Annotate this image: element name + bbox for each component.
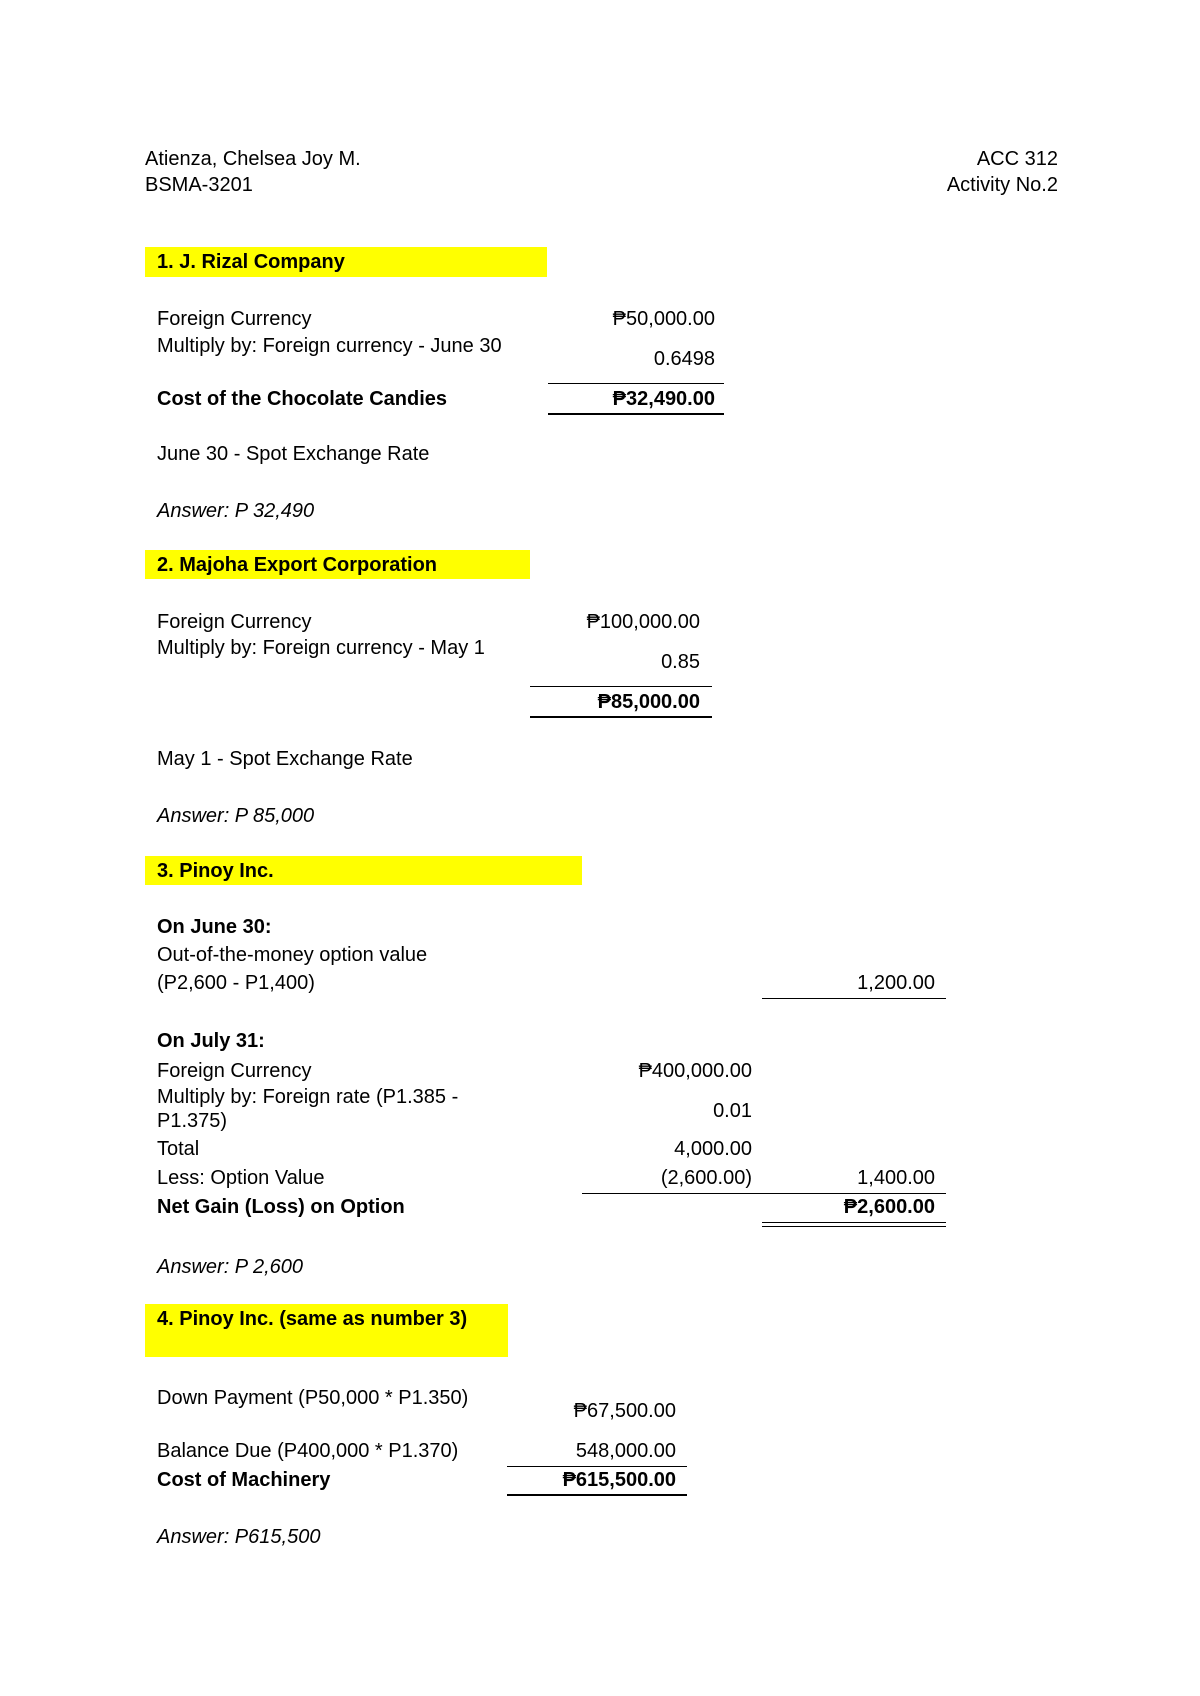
q4-balance-label: Balance Due (P400,000 * P1.370) — [157, 1440, 459, 1462]
q3-total-label: Total — [157, 1138, 200, 1160]
q1-cost-label: Cost of the Chocolate Candies — [157, 388, 448, 410]
q1-total-rule — [548, 413, 724, 415]
q4-cost-label: Cost of Machinery — [157, 1469, 331, 1491]
q2-foreign-currency-value: ₱100,000.00 — [586, 611, 700, 633]
q3-june-line1: Out-of-the-money option value — [157, 944, 428, 966]
q2-subtotal-rule — [530, 686, 712, 687]
q1-multiply-value: 0.6498 — [653, 348, 715, 370]
q4-balance-value: 548,000.00 — [575, 1440, 676, 1462]
q1-cost-value: ₱32,490.00 — [612, 388, 715, 410]
q4-cost-value: ₱615,500.00 — [562, 1469, 676, 1491]
q1-note: June 30 - Spot Exchange Rate — [157, 443, 430, 465]
q4-title: 4. Pinoy Inc. (same as number 3) — [157, 1308, 468, 1330]
q3-subtotal-rule — [582, 1193, 946, 1194]
q1-foreign-currency-label: Foreign Currency — [157, 308, 312, 330]
q3-net-value: ₱2,600.00 — [843, 1196, 935, 1218]
q3-june-line2: (P2,600 - P1,400) — [157, 972, 315, 994]
q3-july-heading: On July 31: — [157, 1030, 265, 1052]
q2-multiply-label: Multiply by: Foreign currency - May 1 — [157, 637, 485, 659]
q2-total-rule — [530, 716, 712, 718]
q3-june-heading: On June 30: — [157, 916, 272, 938]
q3-foreign-currency-value: ₱400,000.00 — [638, 1060, 752, 1082]
q1-foreign-currency-value: ₱50,000.00 — [612, 308, 715, 330]
q3-june-rule — [762, 998, 946, 999]
q3-june-value: 1,200.00 — [857, 972, 935, 994]
q2-answer: Answer: P 85,000 — [157, 805, 315, 827]
activity-number: Activity No.2 — [946, 174, 1058, 196]
q3-less-value: (2,600.00) — [660, 1167, 752, 1189]
q3-net-label: Net Gain (Loss) on Option — [157, 1196, 405, 1218]
q2-total-value: ₱85,000.00 — [597, 691, 700, 713]
q2-title-highlight — [145, 550, 530, 579]
q2-multiply-value: 0.85 — [661, 651, 700, 673]
course-code: ACC 312 — [976, 148, 1058, 170]
q1-title-highlight — [145, 247, 547, 277]
q4-down-value: ₱67,500.00 — [573, 1400, 676, 1422]
student-name: Atienza, Chelsea Joy M. — [145, 148, 361, 170]
q2-note: May 1 - Spot Exchange Rate — [157, 748, 413, 770]
q3-multiply-value: 0.01 — [713, 1100, 752, 1122]
q3-less-value2: 1,400.00 — [857, 1167, 935, 1189]
q3-title-highlight — [145, 856, 582, 885]
q4-answer: Answer: P615,500 — [157, 1526, 321, 1548]
q1-answer: Answer: P 32,490 — [157, 500, 315, 522]
q3-answer: Answer: P 2,600 — [157, 1256, 304, 1278]
q3-foreign-currency-label: Foreign Currency — [157, 1060, 312, 1082]
q1-subtotal-rule — [548, 383, 724, 384]
q3-total-rule-1 — [762, 1222, 946, 1223]
q4-title-highlight — [145, 1304, 508, 1357]
q4-subtotal-rule — [507, 1466, 687, 1467]
q4-total-rule — [507, 1494, 687, 1496]
q2-title: 2. Majoha Export Corporation — [157, 554, 438, 576]
q2-foreign-currency-label: Foreign Currency — [157, 611, 312, 633]
student-section: BSMA-3201 — [145, 174, 253, 196]
q3-total-value: 4,000.00 — [674, 1138, 752, 1160]
q3-title: 3. Pinoy Inc. — [157, 860, 274, 882]
q1-multiply-label: Multiply by: Foreign currency - June 30 — [157, 335, 502, 357]
q3-less-label: Less: Option Value — [157, 1167, 325, 1189]
q1-title: 1. J. Rizal Company — [157, 251, 345, 273]
q3-multiply-label: Multiply by: Foreign rate (P1.385 - P1.375) — [157, 1086, 459, 1132]
q3-total-rule-2 — [762, 1226, 946, 1227]
q4-down-label: Down Payment (P50,000 * P1.350) — [157, 1387, 469, 1409]
